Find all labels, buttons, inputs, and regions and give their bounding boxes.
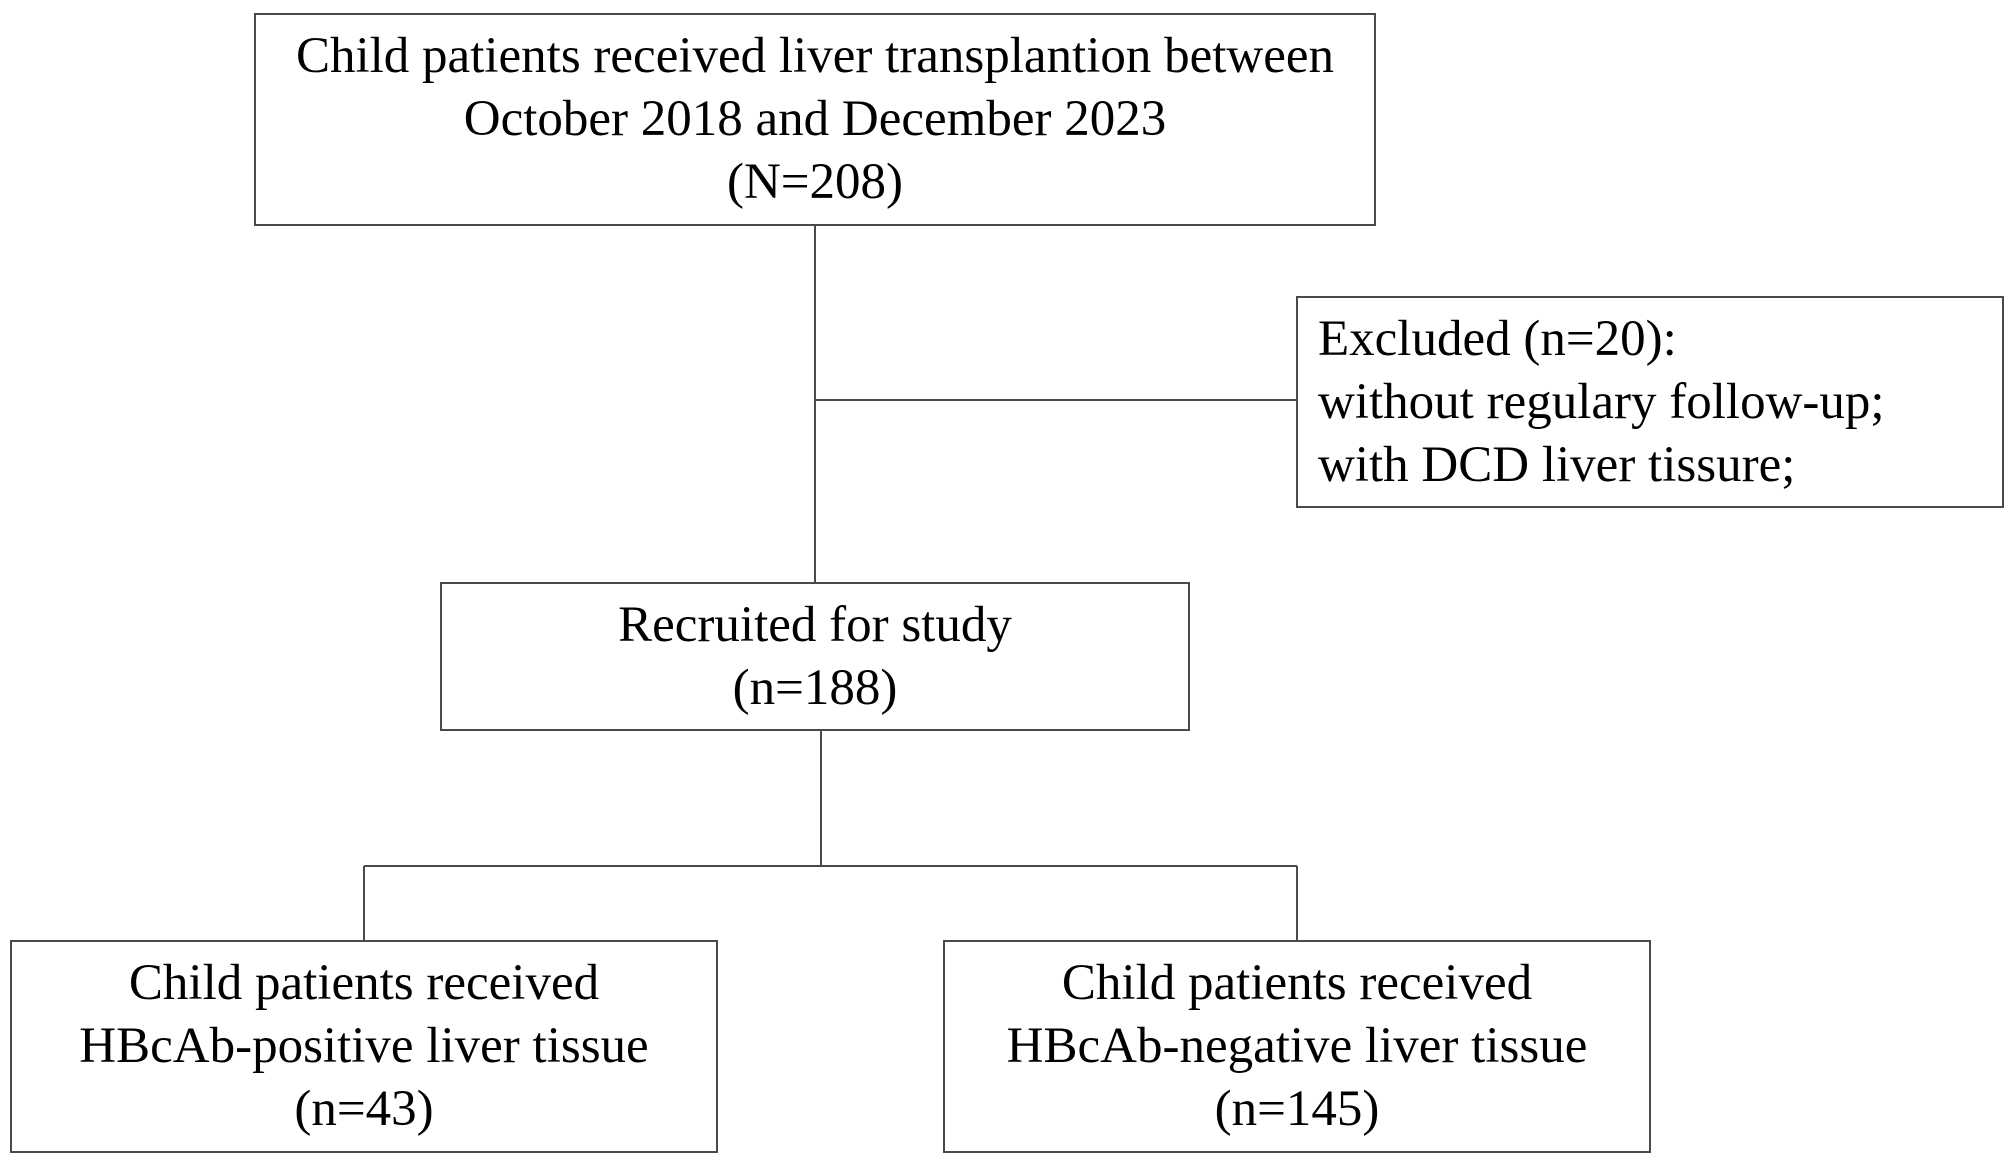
negative-box-line-3: (n=145) <box>1214 1081 1380 1137</box>
recruited-box <box>440 582 1190 731</box>
top-box-line-3: (N=208) <box>726 154 904 210</box>
negative-box-line-1: Child patients received <box>1061 955 1533 1011</box>
excluded-box <box>1296 296 2004 508</box>
excluded-box-line-3: with DCD liver tissure; <box>1318 436 1796 493</box>
positive-box-line-2: HBcAb-positive liver tissue <box>79 1018 649 1074</box>
excluded-box-line-2: without regulary follow-up; <box>1318 373 1885 430</box>
recruited-box-line-2: (n=188) <box>732 659 898 716</box>
hbcab-positive-box <box>10 940 718 1153</box>
negative-box-line-2: HBcAb-negative liver tissue <box>1006 1018 1588 1074</box>
positive-box-line-1: Child patients received <box>128 955 600 1011</box>
hbcab-negative-box <box>943 940 1651 1153</box>
top-box <box>254 13 1376 226</box>
excluded-box-line-1: Excluded (n=20): <box>1318 310 1677 367</box>
top-box-line-1: Child patients received liver transplantion between <box>295 28 1335 84</box>
recruited-box-line-1: Recruited for study <box>618 596 1012 653</box>
positive-box-line-3: (n=43) <box>294 1081 434 1137</box>
top-box-line-2: October 2018 and December 2023 <box>463 91 1167 147</box>
